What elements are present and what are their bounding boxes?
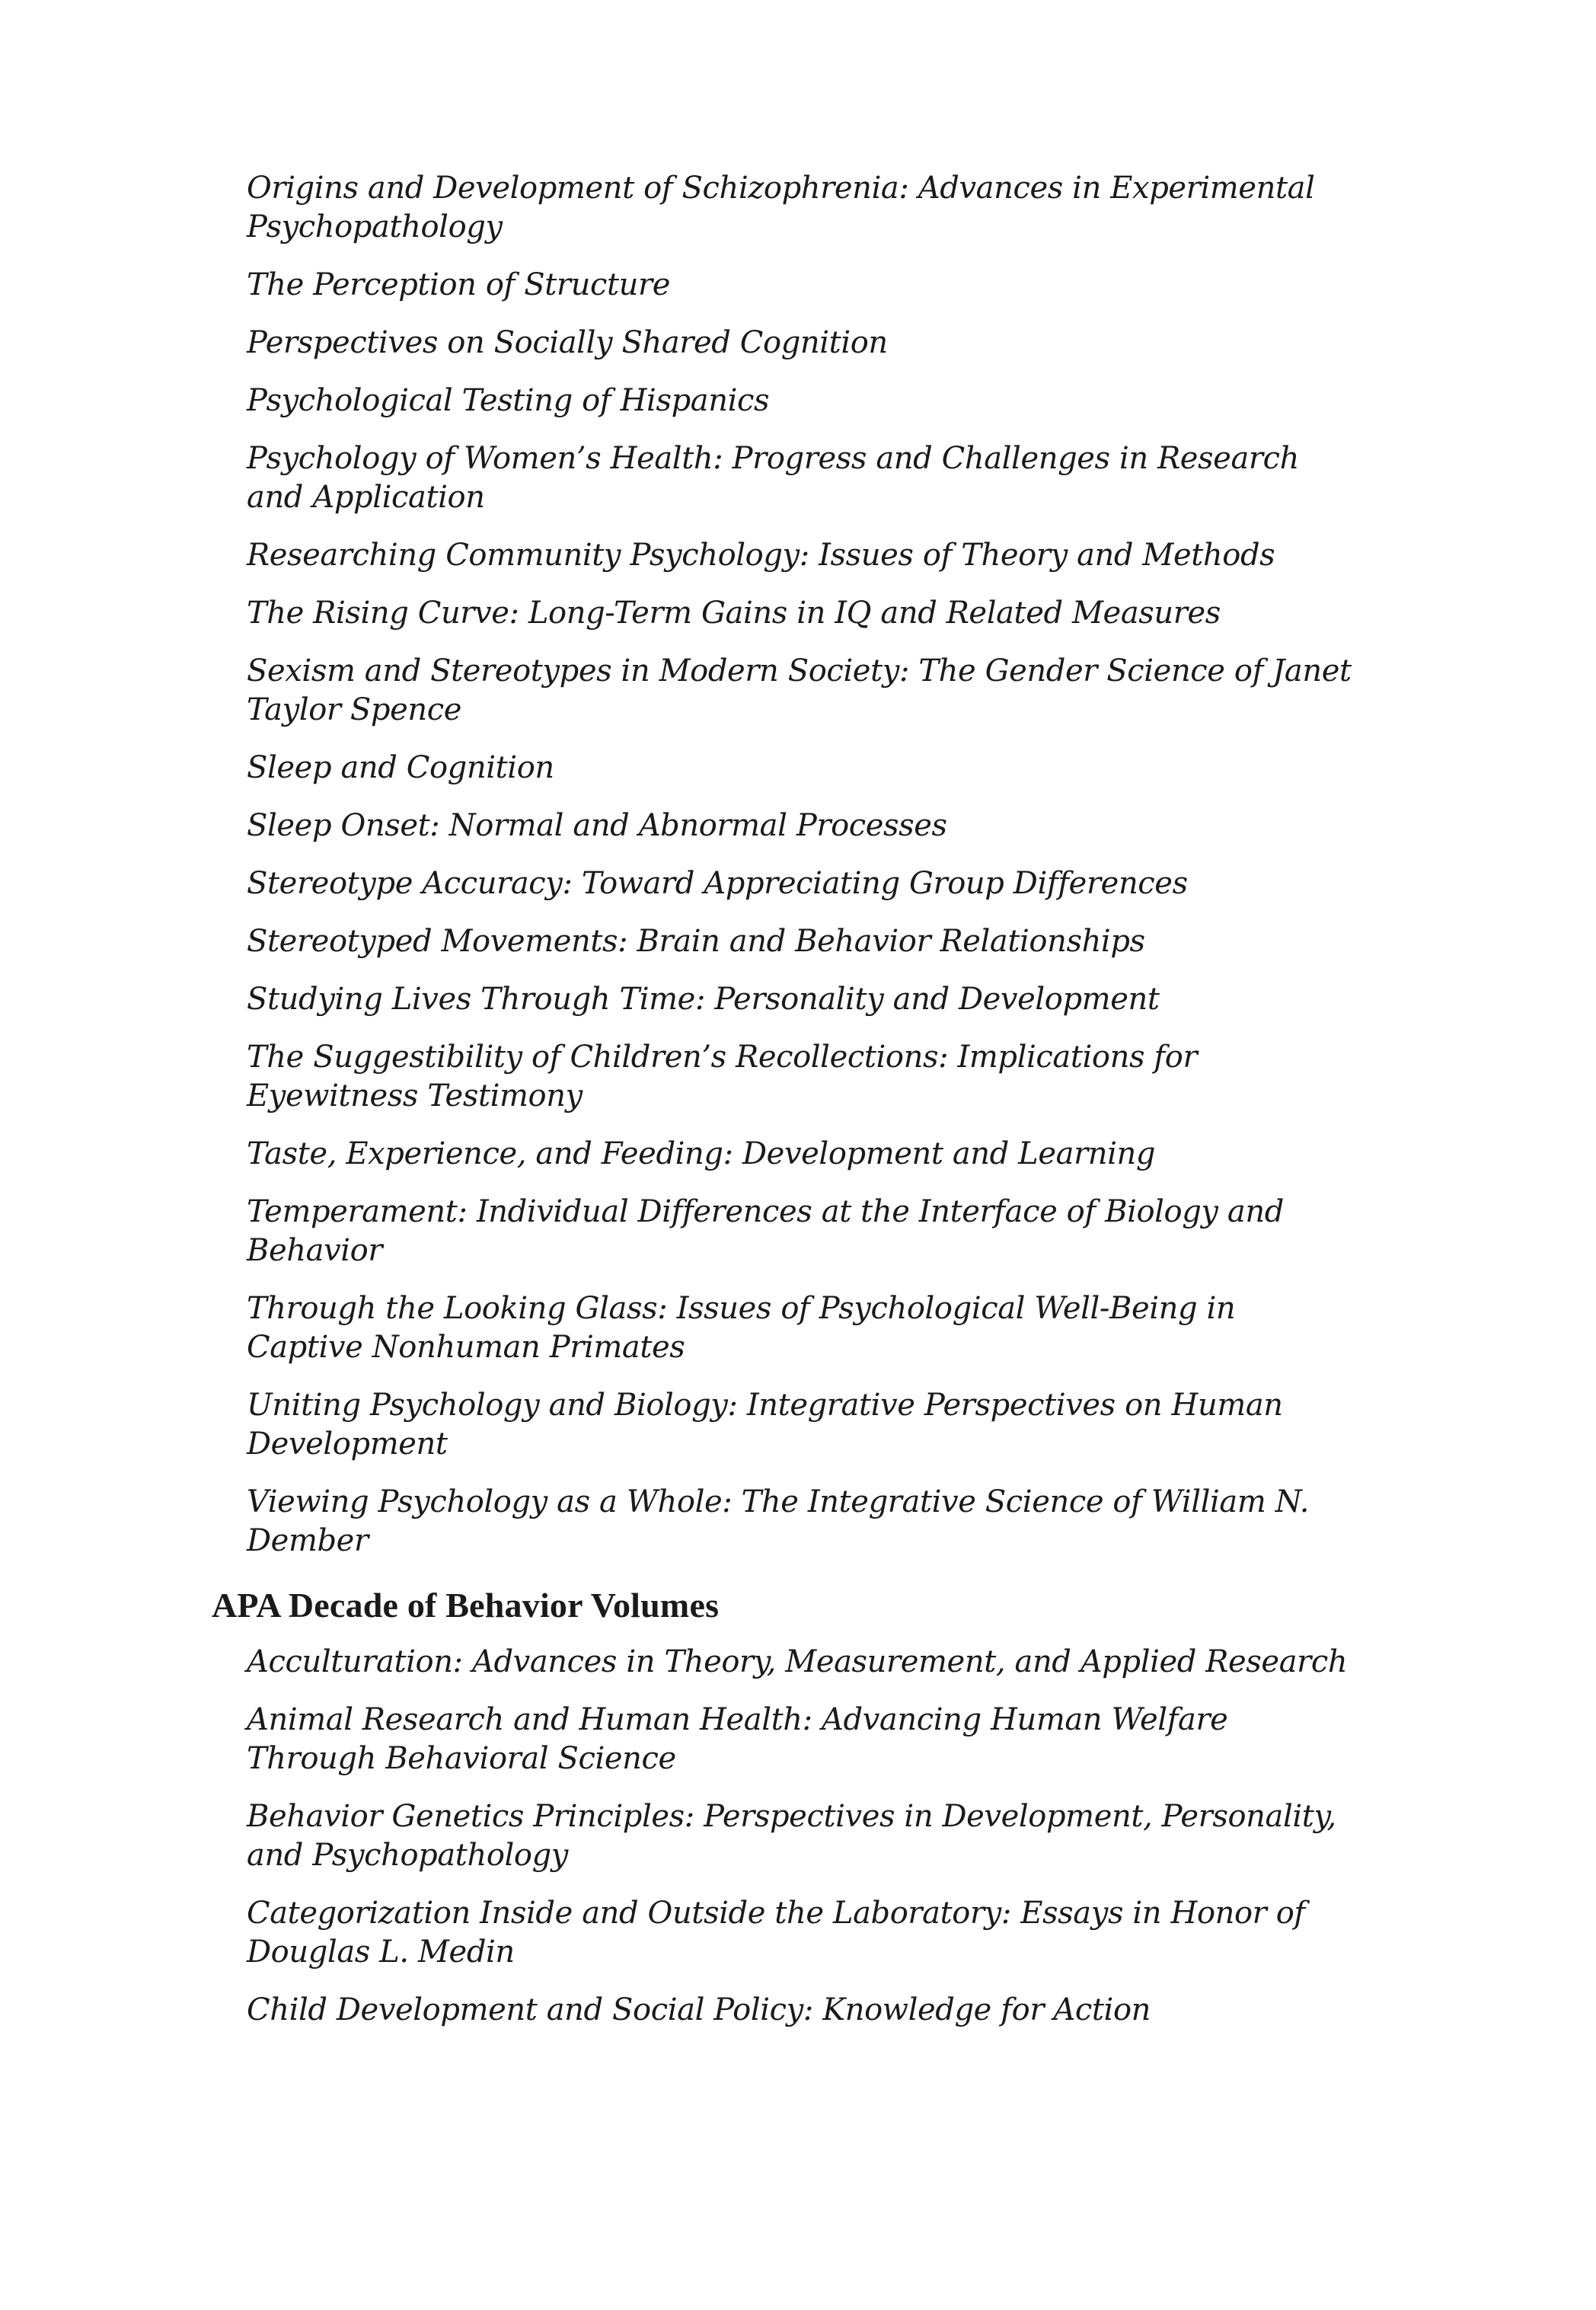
book-title: Taste, Experience, and Feeding: Development and Learning — [247, 1136, 1156, 1171]
book-title: Acculturation: Advances in Theory, Measurement, and Applied Research — [247, 1644, 1348, 1679]
book-title: The Suggestibility of Children’s Recollections: Implications for Eyewitness Testimony — [247, 1040, 1198, 1113]
book-title: Behavior Genetics Principles: Perspectives in Development, Personality, and Psychopathology — [247, 1799, 1336, 1873]
decade-title-list — [247, 1643, 1358, 2049]
book-title: Through the Looking Glass: Issues of Psychological Well-Being in Captive Nonhuman Primates — [247, 1291, 1236, 1365]
book-title: Origins and Development of Schizophrenia: Advances in Experimental Psychopathology — [247, 171, 1315, 244]
book-title: Temperament: Individual Differences at the Interface of Biology and Behavior — [247, 1194, 1284, 1268]
section-heading: APA Decade of Behavior Volumes — [212, 1586, 720, 1625]
book-title: Psychological Testing of Hispanics — [247, 383, 770, 418]
book-title: Stereotyped Movements: Brain and Behavior Relationships — [247, 924, 1145, 959]
book-title: Sleep and Cognition — [247, 750, 554, 785]
book-title: Studying Lives Through Time: Personality and Development — [247, 982, 1160, 1017]
book-title: Animal Research and Human Health: Advancing Human Welfare Through Behavioral Science — [247, 1702, 1228, 1776]
book-title: Psychology of Women’s Health: Progress and Challenges in Research and Application — [247, 441, 1299, 515]
book-title: Categorization Inside and Outside the Laboratory: Essays in Honor of Douglas L. Medin — [247, 1896, 1305, 1970]
book-title: Sexism and Stereotypes in Modern Society: The Gender Science of Janet Taylor Spence — [247, 653, 1352, 727]
book-title: Researching Community Psychology: Issues of Theory and Methods — [247, 538, 1275, 573]
book-title-list — [247, 169, 1358, 1580]
book-title: Uniting Psychology and Biology: Integrative Perspectives on Human Development — [247, 1388, 1283, 1462]
book-title: Child Development and Social Policy: Knowledge for Action — [247, 1992, 1151, 2027]
book-title: The Perception of Structure — [247, 267, 671, 302]
book-title: Viewing Psychology as a Whole: The Integrative Science of William N. Dember — [247, 1484, 1310, 1558]
book-title: The Rising Curve: Long-Term Gains in IQ and Related Measures — [247, 596, 1221, 631]
book-title: Stereotype Accuracy: Toward Appreciating Group Differences — [247, 866, 1188, 901]
book-title: Sleep Onset: Normal and Abnormal Processes — [247, 808, 947, 843]
book-title: Perspectives on Socially Shared Cognition — [247, 325, 888, 360]
